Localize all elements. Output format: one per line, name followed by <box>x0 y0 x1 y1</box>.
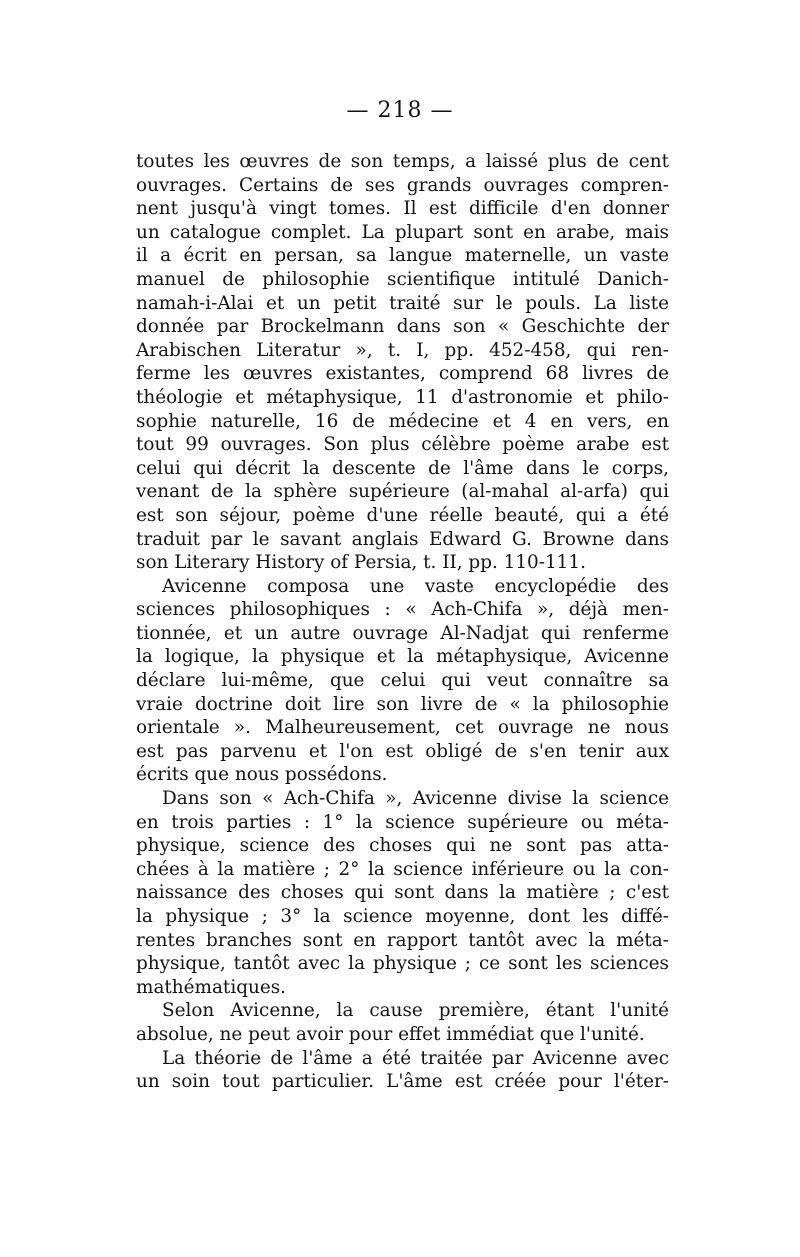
text-line: Arabischen Literatur », t. I, pp. 452-458, qui ren- <box>136 339 669 361</box>
text-line: un catalogue complet. La plupart sont en arabe, mais <box>136 221 669 243</box>
paragraph-start-line: Avicenne composa une vaste encyclopédie des <box>162 575 669 597</box>
text-line: orientale ». Malheureusement, cet ouvrage ne nous <box>136 717 669 739</box>
text-line: toutes les œuvres de son temps, a laissé plus de cent <box>136 151 669 172</box>
text-line: est son séjour, poème d'une réelle beauté, qui a été <box>136 504 669 526</box>
text-line: mathématiques. <box>136 976 286 998</box>
text-line: vraie doctrine doit lire son livre de « la philosophie <box>136 693 669 715</box>
text-line: tionnée, et un autre ouvrage Al-Nadjat qui renferme <box>136 622 669 644</box>
text-line: son Literary History of Persia, t. II, pp. 110-111. <box>136 552 586 574</box>
text-line: celui qui décrit la descente de l'âme dans le corps, <box>136 457 669 479</box>
text-line: manuel de philosophie scientifique intitulé Danich- <box>136 268 669 290</box>
text-line: la physique ; 3° la science moyenne, dont les diffé- <box>136 906 669 927</box>
text-line: en trois parties : 1° la science supérieure ou méta- <box>136 811 669 833</box>
text-line: écrits que nous possédons. <box>136 764 388 786</box>
body-text <box>136 150 669 1094</box>
text-line: théologie et métaphysique, 11 d'astronomie et philo- <box>136 386 669 408</box>
text-line: physique, science des choses qui ne sont pas atta- <box>136 835 669 857</box>
page-number: — 218 — <box>346 98 454 123</box>
text-line: ferme les œuvres existantes, comprend 68 livres de <box>136 363 669 385</box>
text-line: déclare lui-même, que celui qui veut connaître sa <box>136 670 669 692</box>
text-line: traduit par le savant anglais Edward G. Browne dans <box>136 528 669 550</box>
paragraph-start-line: La théorie de l'âme a été traitée par Avicenne avec <box>162 1047 669 1069</box>
text-line: absolue, ne peut avoir pour effet immédiat que l'unité. <box>136 1023 645 1045</box>
text-line: un soin tout particulier. L'âme est créée pour l'éter- <box>136 1071 669 1093</box>
text-line: la logique, la physique et la métaphysique, Avicenne <box>136 646 669 668</box>
text-line: namah-i-Alai et un petit traité sur le pouls. La liste <box>136 292 669 314</box>
text-line: donnée par Brockelmann dans son « Geschichte der <box>136 316 669 338</box>
text-line: sophie naturelle, 16 de médecine et 4 en vers, en <box>136 410 669 432</box>
text-line: est pas parvenu et l'on est obligé de s'en tenir aux <box>136 740 669 762</box>
text-line: il a écrit en persan, sa langue maternelle, un vaste <box>136 245 669 267</box>
text-line: tout 99 ouvrages. Son plus célèbre poème arabe est <box>136 434 669 456</box>
paragraph-start-line: Dans son « Ach-Chifa », Avicenne divise la science <box>162 788 669 810</box>
text-line: sciences philosophiques : « Ach-Chifa », déjà men- <box>136 599 669 621</box>
text-line: nent jusqu'à vingt tomes. Il est difficile d'en donner <box>136 198 669 220</box>
text-line: naissance des choses qui sont dans la matière ; c'est <box>136 882 669 904</box>
text-line: rentes branches sont en rapport tantôt avec la méta- <box>136 929 669 951</box>
paragraph-start-line: Selon Avicenne, la cause première, étant l'unité <box>162 1000 669 1022</box>
text-line: venant de la sphère supérieure (al-mahal al-arfa) qui <box>136 481 669 503</box>
text-line: physique, tantôt avec la physique ; ce sont les sciences <box>136 953 669 975</box>
text-line: ouvrages. Certains de ses grands ouvrages compren- <box>136 174 669 196</box>
text-line: chées à la matière ; 2° la science inférieure ou la con- <box>136 858 669 880</box>
